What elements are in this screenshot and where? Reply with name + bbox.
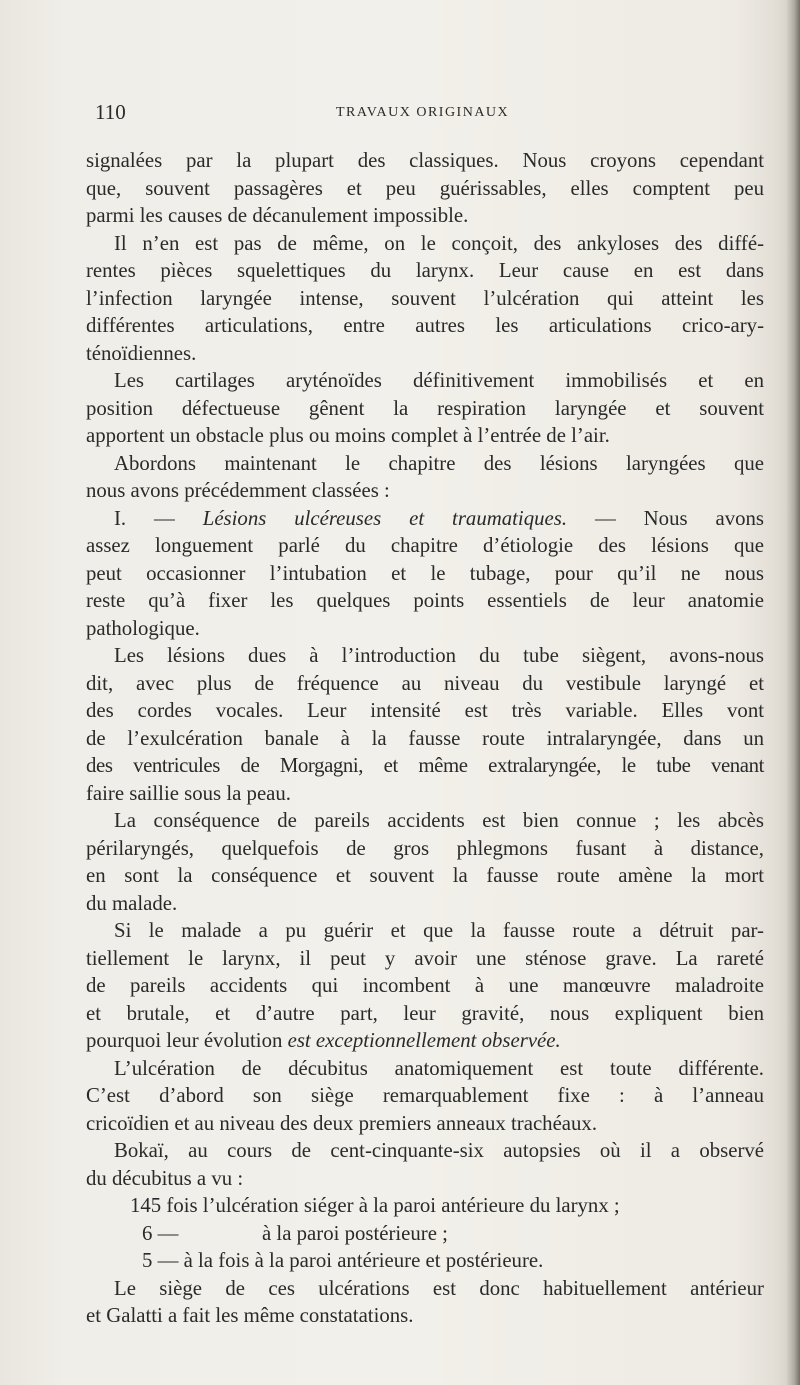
text-line: du malade. xyxy=(86,891,178,915)
text-line xyxy=(86,1027,764,1055)
paragraph-10 xyxy=(86,1137,764,1192)
paragraph-4 xyxy=(86,450,764,505)
text-line: position défectueuse gênent la respiration laryngée et souvent xyxy=(86,396,764,420)
text-line: C’est d’abord son siège remarquablement fixe : à l’anneau xyxy=(86,1084,764,1107)
text-line: parmi les causes de décanulement impossible. xyxy=(86,204,469,227)
text-line: Abordons maintenant le chapitre des lésions laryngées que xyxy=(114,451,764,475)
paragraph-1 xyxy=(86,147,764,230)
page-edge-shadow xyxy=(786,0,800,1385)
text-line: Le siège de ces ulcérations est donc habituellement antérieur xyxy=(114,1276,764,1300)
paragraph-11 xyxy=(86,1275,764,1330)
text-line xyxy=(86,505,764,533)
text-line: Si le malade a pu guérir et que la fausse route a détruit par- xyxy=(114,919,764,942)
text-line: apportent un obstacle plus ou moins complet à l’entrée de l’air. xyxy=(86,424,610,447)
text-line: et brutale, et d’autre part, leur gravité, nous expliquent bien xyxy=(86,1001,764,1025)
text-line: des ventricules de Morgagni, et même extralaryngée, le tube venant xyxy=(86,754,764,777)
text-line: différentes articulations, entre autres les articulations crico-ary- xyxy=(86,314,764,337)
text-line: Il n’en est pas de même, on le conçoit, des ankyloses des diffé- xyxy=(114,231,764,255)
text-line: nous avons précédemment classées : xyxy=(86,479,390,502)
running-head: TRAVAUX ORIGINAUX xyxy=(336,105,510,120)
text-line: L’ulcération de décubitus anatomiquement est toute différente. xyxy=(114,1056,764,1080)
text-line: rentes pièces squelettiques du larynx. Leur cause en est dans xyxy=(86,259,764,282)
text-line: de pareils accidents qui incombent à une manœuvre maladroite xyxy=(86,974,764,997)
text-line: Bokaï, au cours de cent-cinquante-six autopsies où il a observé xyxy=(114,1139,764,1162)
list-text: à la paroi postérieure ; xyxy=(262,1221,448,1245)
paragraph-7 xyxy=(86,807,764,917)
italic-fragment: est exceptionnellement observée. xyxy=(287,1029,561,1052)
text-line: peut occasionner l’intubation et le tubage, pour qu’il ne nous xyxy=(86,561,764,585)
text-line: pathologique. xyxy=(86,616,200,640)
statistics-list xyxy=(86,1192,764,1275)
page-number: 110 xyxy=(95,100,126,124)
paragraph-6 xyxy=(86,642,764,807)
text-line: que, souvent passagères et peu guérissables, elles comptent peu xyxy=(86,176,764,200)
text-line: en sont la conséquence et souvent la fausse route amène la mort xyxy=(86,864,764,887)
text-line: ténoïdiennes. xyxy=(86,341,197,365)
text-line: des cordes vocales. Leur intensité est très variable. Elles vont xyxy=(86,699,764,722)
page-header xyxy=(0,100,800,130)
list-item: 5 — à la fois à la paroi antérieure et postérieure. xyxy=(142,1249,544,1272)
text-line: et Galatti a fait les même constatations. xyxy=(86,1304,414,1327)
paragraph-8 xyxy=(86,917,764,1055)
text-line: de l’exulcération banale à la fausse route intralaryngée, dans un xyxy=(86,726,764,750)
text-line: Les cartilages aryténoïdes définitivement immobilisés et en xyxy=(114,369,764,392)
text-line: dit, avec plus de fréquence au niveau du vestibule laryngé et xyxy=(86,671,764,695)
section-title: Lésions ulcéreuses et traumatiques. xyxy=(202,506,568,530)
paragraph-3 xyxy=(86,367,764,450)
text-line: faire saillie sous la peau. xyxy=(86,781,292,805)
text-line: assez longuement parlé du chapitre d’étiologie des lésions que xyxy=(86,534,764,557)
paragraph-2 xyxy=(86,230,764,368)
text-line: périlaryngés, quelquefois de gros phlegmons fusant à distance, xyxy=(86,836,764,860)
section-number: I. — xyxy=(114,506,203,530)
text-fragment: pourquoi leur évolution xyxy=(86,1029,288,1052)
text-fragment: — Nous avons xyxy=(567,506,764,530)
text-line: du décubitus a vu : xyxy=(86,1166,244,1190)
body-text xyxy=(86,147,764,1330)
paragraph-5 xyxy=(86,505,764,643)
paragraph-9 xyxy=(86,1055,764,1138)
list-item: 145 fois l’ulcération siéger à la paroi antérieure du larynx ; xyxy=(130,1194,620,1217)
text-line: Les lésions dues à l’introduction du tube siègent, avons-nous xyxy=(114,644,764,667)
list-count: 6 — xyxy=(142,1221,179,1245)
text-line: reste qu’à fixer les quelques points essentiels de leur anatomie xyxy=(86,589,764,612)
text-line: tiellement le larynx, il peut y avoir une sténose grave. La rareté xyxy=(86,946,764,970)
list-item xyxy=(86,1220,764,1248)
text-line: La conséquence de pareils accidents est bien connue ; les abcès xyxy=(114,809,764,832)
text-line: l’infection laryngée intense, souvent l’ulcération qui atteint les xyxy=(86,286,764,310)
text-line: cricoïdien et au niveau des deux premiers anneaux trachéaux. xyxy=(86,1111,598,1135)
text-line: signalées par la plupart des classiques. Nous croyons cependant xyxy=(86,149,764,172)
